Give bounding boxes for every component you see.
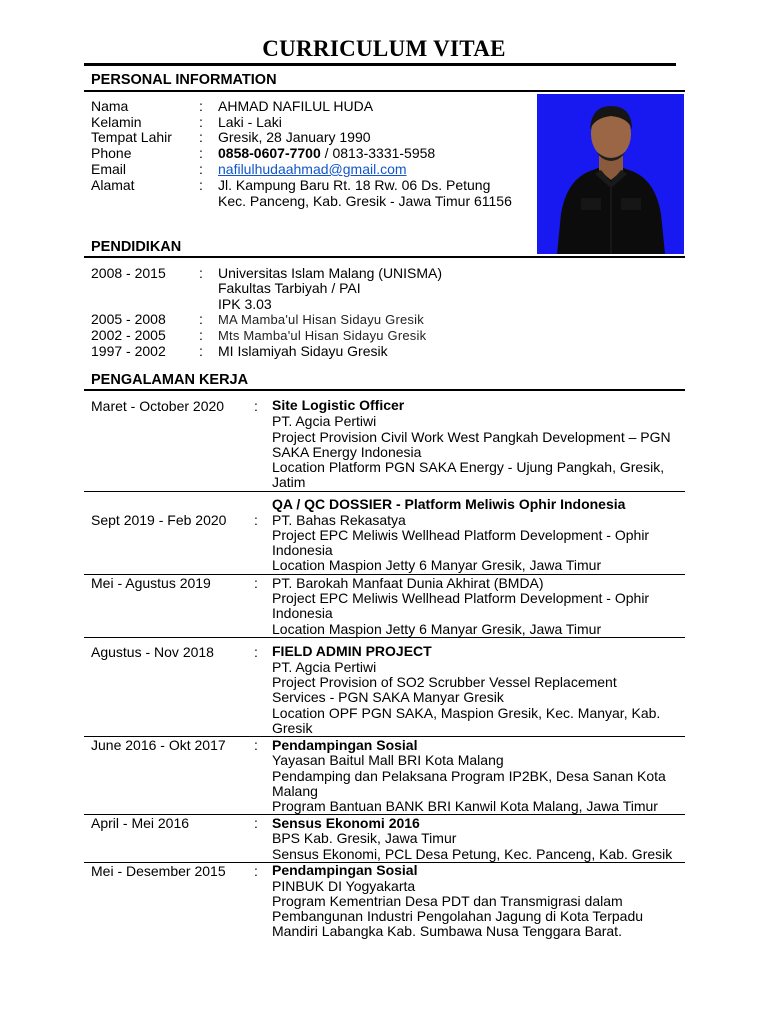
phone-secondary: 0813-3331-5958 [332,145,436,161]
colon: : [199,98,203,114]
job-line: Project Provision of SO2 Scrubber Vessel Replacement [272,674,617,690]
job-title: FIELD ADMIN PROJECT [272,643,432,659]
phone-separator: / [320,145,333,161]
job-line: Indonesia [272,542,333,558]
colon: : [254,863,258,879]
job-line: PT. Agcia Pertiwi [272,659,377,675]
section-heading-pendidikan: PENDIDIKAN [91,239,182,255]
job-line: Jatim [272,474,306,490]
job-period: Agustus - Nov 2018 [91,644,214,660]
job-line: Pendamping dan Pelaksana Program IP2BK, Desa Sanan Kota [272,768,666,784]
job-line: Project EPC Meliwis Wellhead Platform Development - Ophir [272,590,650,606]
colon: : [254,815,258,831]
job-line: Mandiri Labangka Kab. Sumbawa Nusa Tenggara Barat. [272,923,622,939]
value-nama: AHMAD NAFILUL HUDA [218,98,374,114]
label-kelamin: Kelamin [91,114,142,130]
job-period: Mei - Desember 2015 [91,863,226,879]
colon: : [199,343,203,359]
section-heading-personal: PERSONAL INFORMATION [91,72,277,88]
colon: : [254,644,258,660]
section-rule-pengalaman [84,389,685,391]
job-line: Location Platform PGN SAKA Energy - Ujung Pangkah, Gresik, [272,459,665,475]
edu-period: 2005 - 2008 [91,311,166,327]
edu-line: MI Islamiyah Sidayu Gresik [218,343,388,359]
colon: : [199,327,203,343]
row-divider [84,637,685,638]
job-title: QA / QC DOSSIER - Platform Meliwis Ophir Indonesia [272,496,626,512]
job-line: PINBUK DI Yogyakarta [272,878,416,894]
edu-period: 2008 - 2015 [91,265,166,281]
section-rule-pendidikan [84,256,685,258]
job-period: April - Mei 2016 [91,815,190,831]
edu-line: Mts Mamba'ul Hisan Sidayu Gresik [218,328,427,343]
job-line: PT. Barokah Manfaat Dunia Akhirat (BMDA) [272,575,544,591]
colon: : [199,145,203,161]
job-line: PT. Bahas Rekasatya [272,512,406,528]
job-line: BPS Kab. Gresik, Jawa Timur [272,830,457,846]
email-link[interactable]: nafilulhudaahmad@gmail.com [218,161,407,177]
job-title: Sensus Ekonomi 2016 [272,815,420,831]
phone-primary: 0858-0607-7700 [218,145,321,161]
job-line: Program Bantuan BANK BRI Kanwil Kota Malang, Jawa Timur [272,798,658,814]
label-tempat-lahir: Tempat Lahir [91,129,172,145]
label-alamat: Alamat [91,177,135,193]
edu-line: IPK 3.03 [218,296,272,312]
value-alamat-line2: Kec. Panceng, Kab. Gresik - Jawa Timur 61156 [218,193,512,209]
value-phone [218,145,435,161]
job-title: Site Logistic Officer [272,397,405,413]
job-line: Project EPC Meliwis Wellhead Platform Development - Ophir [272,527,650,543]
section-rule-personal [84,90,685,92]
colon: : [199,265,203,281]
colon: : [254,512,258,528]
label-nama: Nama [91,98,129,114]
colon: : [199,161,203,177]
edu-line: Universitas Islam Malang (UNISMA) [218,265,443,281]
value-email [218,161,407,177]
job-line: Pembangunan Industri Pengolahan Jagung di Kota Terpadu [272,908,644,924]
job-line: Location OPF PGN SAKA, Maspion Gresik, Kec. Manyar, Kab. [272,705,661,721]
job-period: Maret - October 2020 [91,398,225,414]
job-line: Location Maspion Jetty 6 Manyar Gresik, Jawa Timur [272,557,602,573]
colon: : [199,177,203,193]
value-alamat-line1: Jl. Kampung Baru Rt. 18 Rw. 06 Ds. Petung [218,177,491,193]
colon: : [254,398,258,414]
job-title: Pendampingan Sosial [272,737,418,753]
job-period: June 2016 - Okt 2017 [91,737,226,753]
job-title: Pendampingan Sosial [272,862,418,878]
job-line: Yayasan Baitul Mall BRI Kota Malang [272,752,504,768]
label-email: Email [91,161,127,177]
document-title: CURRICULUM VITAE [262,36,506,61]
row-divider [84,491,685,492]
person-silhouette-icon [537,94,684,254]
job-line: Project Provision Civil Work West Pangkah Development – PGN [272,429,671,445]
colon: : [254,737,258,753]
job-period: Mei - Agustus 2019 [91,575,211,591]
value-tempat-lahir: Gresik, 28 January 1990 [218,129,371,145]
job-line: Sensus Ekonomi, PCL Desa Petung, Kec. Panceng, Kab. Gresik [272,846,673,862]
edu-period: 2002 - 2005 [91,327,166,343]
colon: : [199,311,203,327]
profile-photo [537,94,684,254]
job-line: Gresik [272,720,313,736]
colon: : [199,129,203,145]
job-line: SAKA Energy Indonesia [272,444,422,460]
job-line: PT. Agcia Pertiwi [272,413,377,429]
edu-period: 1997 - 2002 [91,343,166,359]
job-line: Services - PGN SAKA Manyar Gresik [272,689,504,705]
edu-line: Fakultas Tarbiyah / PAI [218,280,361,296]
colon: : [254,575,258,591]
job-line: Indonesia [272,605,333,621]
title-rule [84,63,676,66]
job-line: Location Maspion Jetty 6 Manyar Gresik, Jawa Timur [272,621,602,637]
job-line: Program Kementrian Desa PDT dan Transmigrasi dalam [272,893,623,909]
section-heading-pengalaman: PENGALAMAN KERJA [91,372,249,388]
value-kelamin: Laki - Laki [218,114,282,130]
edu-line: MA Mamba'ul Hisan Sidayu Gresik [218,312,424,327]
job-line: Malang [272,783,318,799]
colon: : [199,114,203,130]
job-period: Sept 2019 - Feb 2020 [91,512,227,528]
label-phone: Phone [91,145,132,161]
